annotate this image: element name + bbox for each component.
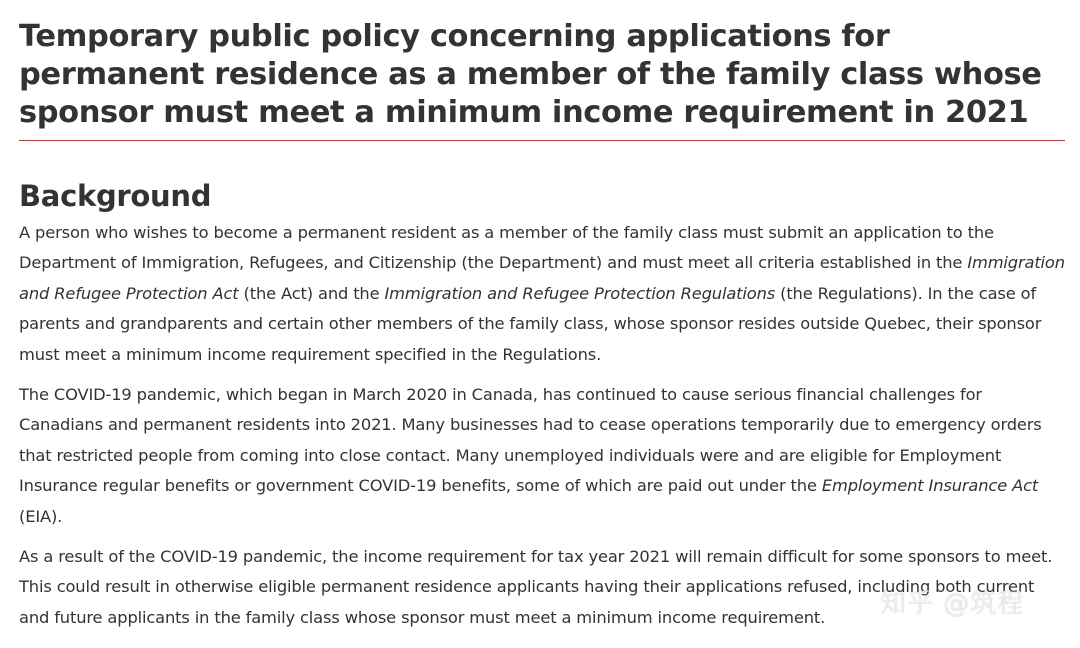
document-page xyxy=(19,0,1065,643)
section-heading-background: Background xyxy=(19,179,212,213)
paragraph-text: (the Regulations). In the case of parents and grandparents and certain other members of the family class, whose sponsor resides outside Quebec, their sponsor must meet a minimum income requirement specified in the Regulations. xyxy=(19,283,1042,364)
page-title: Temporary public policy concerning applications for permanent residence as a member of the family class whose sponsor must meet a minimum income requirement in 2021 xyxy=(19,18,1065,141)
paragraph-text: (the Act) and the xyxy=(238,283,385,303)
paragraph-background-3: As a result of the COVID-19 pandemic, the income requirement for tax year 2021 will remain difficult for some sponsors to meet. This could result in otherwise eligible permanent residence applicants having their applications refused, including both current and future applicants in the family class whose sponsor must meet a minimum income requirement. xyxy=(19,547,1053,627)
paragraph-background-1 xyxy=(19,218,1065,370)
watermark: 知乎 @筑程 xyxy=(880,589,1025,619)
regulations-title-irpr: Immigration and Refugee Protection Regulations xyxy=(384,283,776,303)
paragraph-text: (EIA). xyxy=(19,506,63,526)
act-title-irpa: Immigration and Refugee Protection Act xyxy=(19,253,1065,303)
paragraph-text: The COVID-19 pandemic, which began in March 2020 in Canada, has continued to cause serious financial challenges for Canadians and permanent residents into 2021. Many businesses had to cease operations temporarily due to emergency orders that restricted people from coming into close contact. Many unemployed individuals were and are eligible for Employment Insurance regular benefits or government COVID-19 benefits, some of which are paid out under the xyxy=(19,385,1042,496)
paragraph-background-2 xyxy=(19,380,1065,532)
act-title-eia: Employment Insurance Act xyxy=(821,476,1039,496)
paragraph-text: A person who wishes to become a permanent resident as a member of the family class must submit an application to the Department of Immigration, Refugees, and Citizenship (the Department) and must meet all criteria established in the xyxy=(19,223,994,273)
